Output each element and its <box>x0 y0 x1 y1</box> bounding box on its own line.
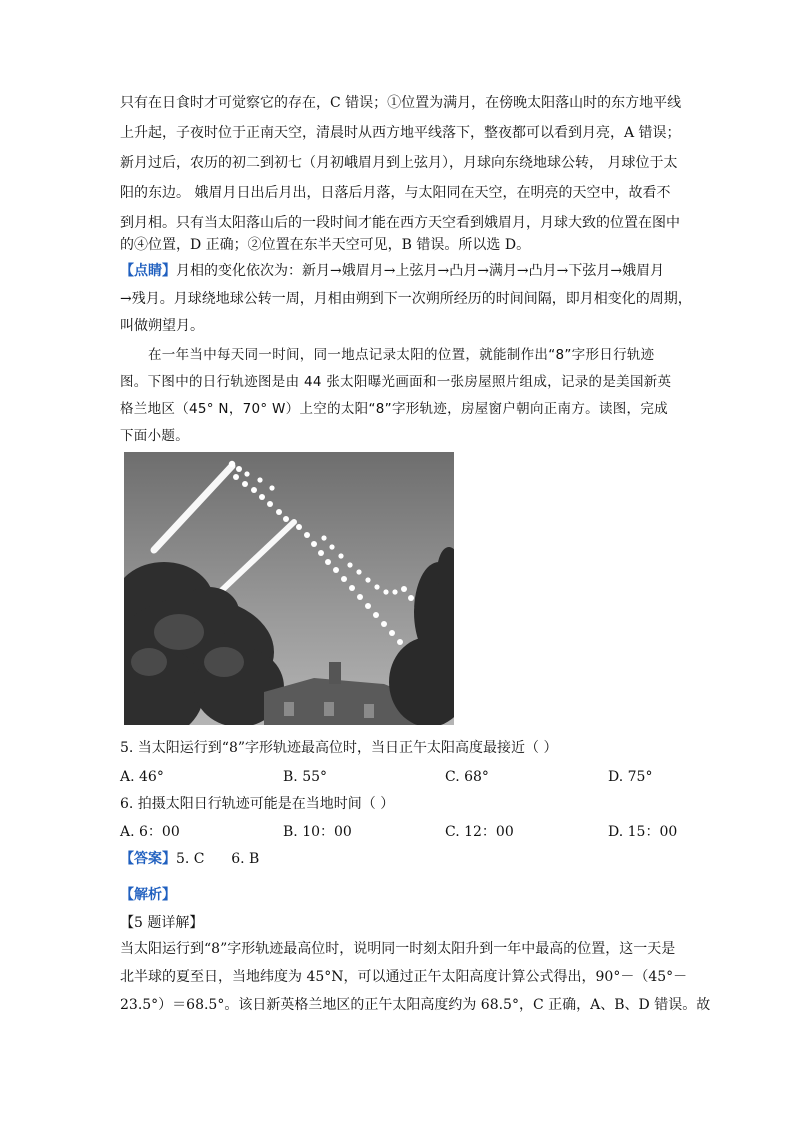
q6-option-b: B. 10：00 <box>283 824 352 840</box>
body-text-line: 只有在日食时才可觉察它的存在，C 错误；①位置为满月，在傍晚太阳落山时的东方地平线 <box>120 95 682 111</box>
q5-option-c: C. 68° <box>445 769 489 785</box>
analysis-tag: 【解析】 <box>120 887 176 903</box>
detail-line: 北半球的夏至日，当地纬度为 45°N，可以通过正午太阳高度计算公式得出，90°－（45°－ <box>120 969 688 985</box>
dianjing-line: 叫做朔望月。 <box>120 318 204 334</box>
intro-line: 格兰地区（45° N，70° W）上空的太阳“8”字形轨迹，房屋窗户朝向正南方。读图，完成 <box>120 401 668 417</box>
q5-stem: 5. 当太阳运行到“8”字形轨迹最高位时，当日正午太阳高度最接近（ ） <box>120 740 558 756</box>
q5-option-a: A. 46° <box>120 769 164 785</box>
intro-line: 在一年当中每天同一时间，同一地点记录太阳的位置，就能制作出“8”字形日行轨迹 <box>148 347 655 363</box>
q6-option-c: C. 12：00 <box>445 824 514 840</box>
q6-option-a: A. 6：00 <box>120 824 180 840</box>
dianjing-tag: 【点睛】 <box>120 263 176 279</box>
body-text-line: 的④位置，D 正确；②位置在东半天空可见，B 错误。所以选 D。 <box>120 237 531 253</box>
q6-stem: 6. 拍摄太阳日行轨迹可能是在当地时间（ ） <box>120 796 395 812</box>
q5-option-b: B. 55° <box>283 769 328 785</box>
answer-line <box>120 849 259 869</box>
dianjing-line: →残月。月球绕地球公转一周，月相由朔到下一次朔所经历的时间间隔，即月相变化的周期， <box>120 291 692 307</box>
body-text-line: 阳的东边。 娥眉月日出后月出，日落后月落，与太阳同在天空，在明亮的天空中，故看不 <box>120 185 671 201</box>
dianjing-text: 月相的变化依次为：新月→娥眉月→上弦月→凸月→满月→凸月→下弦月→娥眉月 <box>176 263 665 279</box>
intro-line: 图。下图中的日行轨迹图是由 44 张太阳曝光画面和一张房屋照片组成，记录的是美国新英 <box>120 374 672 390</box>
body-text-line: 到月相。只有当太阳落山后的一段时间才能在西方天空看到娥眉月，月球大致的位置在图中 <box>120 215 680 231</box>
detail-line: 当太阳运行到“8”字形轨迹最高位时，说明同一时刻太阳升到一年中最高的位置，这一天是 <box>120 941 676 957</box>
analemma-photo <box>124 452 454 725</box>
answer-tag: 【答案】 <box>120 851 176 867</box>
q5-detail-tag: 【5 题详解】 <box>120 915 204 931</box>
intro-line: 下面小题。 <box>120 428 189 444</box>
q5-option-d: D. 75° <box>608 769 653 785</box>
body-text-line: 新月过后，农历的初二到初七（月初峨眉月到上弦月），月球向东绕地球公转， 月球位于太 <box>120 155 678 171</box>
q6-option-d: D. 15：00 <box>608 824 678 840</box>
body-text-line: 上升起，子夜时位于正南天空，清晨时从西方地平线落下，整夜都可以看到月亮，A 错误； <box>120 125 681 141</box>
dianjing-line <box>120 261 664 281</box>
answer-text: 5. C 6. B <box>176 851 260 867</box>
detail-line: 23.5°）＝68.5°。该日新英格兰地区的正午太阳高度约为 68.5°，C 正确，A、B、D 错误。故 <box>120 997 711 1013</box>
